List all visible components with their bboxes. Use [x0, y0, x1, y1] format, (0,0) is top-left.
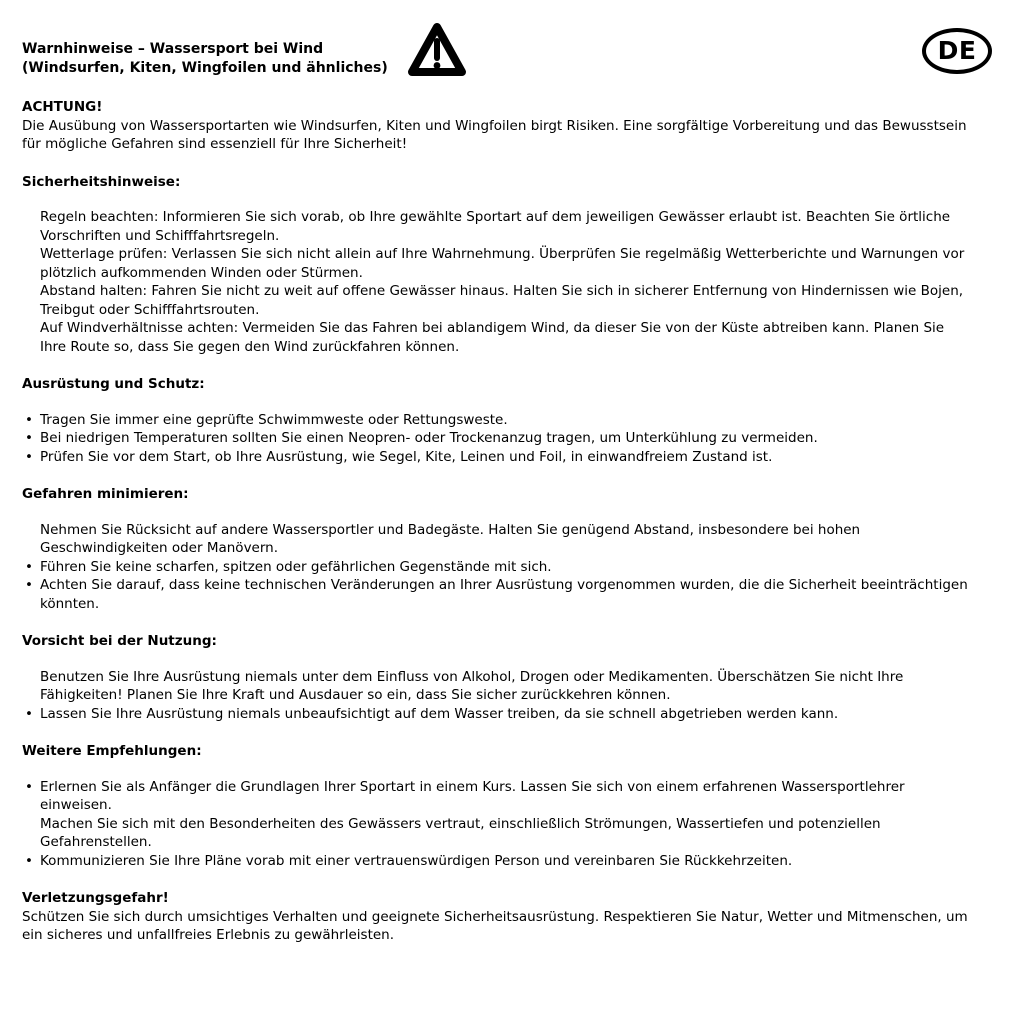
list-item-text: Auf Windverhältnisse achten: Vermeiden Sie das Fahren bei ablandigem Wind, da dieser Sie von der Küste abtreiben kann. Planen Sie Ihre Route so, dass Sie gegen den Wind zurückfahren können.: [40, 320, 945, 355]
document-title: [22, 40, 402, 77]
list-item: [22, 558, 970, 577]
list-item-text: Kommunizieren Sie Ihre Pläne vorab mit einer vertrauenswürdigen Person und vereinbaren Sie Rückkehrzeiten.: [40, 852, 793, 869]
bullet-marker: •: [25, 411, 33, 428]
document-header: [22, 0, 977, 82]
document-title-line2: (Windsurfen, Kiten, Wingfoilen und ähnliches): [22, 59, 388, 76]
list-item-text: Benutzen Sie Ihre Ausrüstung niemals unter dem Einfluss von Alkohol, Drogen oder Medikamenten. Überschätzen Sie nicht Ihre Fähigkeiten! Planen Sie Ihre Kraft und Ausdauer so ein, dass Sie sicher zurückkehren können.: [40, 668, 904, 703]
list-item: [22, 245, 970, 282]
list-item-text: Machen Sie sich mit den Besonderheiten des Gewässers vertraut, einschließlich Strömungen, Wassertiefen und potenziellen Gefahrenstellen.: [40, 815, 881, 850]
list-item: [22, 668, 970, 705]
section-paragraph: Schützen Sie sich durch umsichtiges Verhalten und geeignete Sicherheitsausrüstung. Respektieren Sie Natur, Wetter und Mitmenschen, um ein sicheres und unfallfreies Erlebnis zu gewährleisten.: [22, 908, 968, 943]
list-item-text: Regeln beachten: Informieren Sie sich vorab, ob Ihre gewählte Sportart auf dem jeweiligen Gewässer erlaubt ist. Beachten Sie örtliche Vorschriften und Schifffahrtsregeln.: [40, 209, 951, 244]
section-weitere-empfehlungen: [22, 742, 970, 870]
language-badge: [922, 28, 992, 74]
section-heading: ACHTUNG!: [22, 99, 103, 115]
list-item: [22, 852, 970, 871]
bullet-marker: •: [25, 778, 33, 795]
list-item: [22, 778, 970, 815]
bullet-marker: •: [25, 558, 33, 575]
list-item: [22, 521, 970, 558]
list-item-text: Lassen Sie Ihre Ausrüstung niemals unbeaufsichtigt auf dem Wasser treiben, da sie schnell abgetrieben werden kann.: [40, 705, 839, 722]
list-item: [22, 576, 970, 613]
list-item: [22, 208, 970, 245]
list-item-text: Nehmen Sie Rücksicht auf andere Wassersportler und Badegäste. Halten Sie genügend Abstand, insbesondere bei hohen Geschwindigkeiten oder Manövern.: [40, 521, 861, 556]
list-item: [22, 319, 970, 356]
section-vorsicht-bei-der-nutzung: [22, 632, 970, 723]
list-item-text: Erlernen Sie als Anfänger die Grundlagen Ihrer Sportart in einem Kurs. Lassen Sie sich von einem erfahrenen Wassersportlehrer einweisen.: [40, 778, 905, 813]
warning-triangle-icon: [406, 20, 468, 80]
language-badge-text: DE: [937, 35, 977, 65]
bullet-marker: •: [25, 448, 33, 465]
list-item-text: Achten Sie darauf, dass keine technischen Veränderungen an Ihrer Ausrüstung vorgenommen wurden, die die Sicherheit beeinträchtigen könnten.: [40, 577, 968, 612]
list-item-text: Bei niedrigen Temperaturen sollten Sie einen Neopren- oder Trockenanzug tragen, um Unterkühlung zu vermeiden.: [40, 430, 818, 446]
list: [22, 668, 970, 724]
list: [22, 208, 970, 356]
list-item-text: Wetterlage prüfen: Verlassen Sie sich nicht allein auf Ihre Wahrnehmung. Überprüfen Sie regelmäßig Wetterberichte und Warnungen vor plötzlich aufkommenden Winden oder Stürmen.: [40, 246, 965, 281]
section-heading: Sicherheitshinweise:: [22, 173, 181, 190]
list-item: [22, 815, 970, 852]
list-item-text: Abstand halten: Fahren Sie nicht zu weit auf offene Gewässer hinaus. Halten Sie sich in sicherer Entfernung von Hindernissen wie Bojen, Treibgut oder Schifffahrtsrouten.: [40, 283, 964, 318]
section-paragraph: Die Ausübung von Wassersportarten wie Windsurfen, Kiten und Wingfoilen birgt Risiken. Eine sorgfältige Vorbereitung und das Bewusstsein für mögliche Gefahren sind essenziell für Ihre Sicherheit!: [22, 117, 967, 152]
section-achtung: [22, 98, 970, 154]
section-heading: Gefahren minimieren:: [22, 486, 189, 502]
list-item-text: Prüfen Sie vor dem Start, ob Ihre Ausrüstung, wie Segel, Kite, Leinen und Foil, in einwandfreiem Zustand ist.: [40, 448, 773, 465]
section-heading: Weitere Empfehlungen:: [22, 743, 202, 759]
list: [22, 778, 970, 871]
list-item: [22, 282, 970, 319]
list: [22, 521, 970, 614]
section-heading: Ausrüstung und Schutz:: [22, 376, 205, 392]
section-gefahren-minimieren: [22, 485, 970, 613]
list-item-text: Führen Sie keine scharfen, spitzen oder gefährlichen Gegenstände mit sich.: [40, 558, 552, 575]
section-verletzungsgefahr: [22, 889, 970, 945]
list-item: [22, 448, 970, 467]
list: [22, 411, 970, 467]
list-item: [22, 411, 970, 430]
section-heading: Vorsicht bei der Nutzung:: [22, 633, 217, 649]
list-item: [22, 429, 970, 448]
section-ausruestung-und-schutz: [22, 375, 970, 466]
section-heading: Verletzungsgefahr!: [22, 890, 169, 906]
bullet-marker: •: [25, 705, 33, 722]
section-sicherheitshinweise: [22, 173, 970, 357]
bullet-marker: •: [25, 852, 33, 869]
document-content: [22, 82, 970, 945]
list-item: [22, 705, 970, 724]
document-title-line1: Warnhinweise – Wassersport bei Wind: [22, 41, 324, 57]
bullet-marker: •: [25, 577, 33, 593]
list-item-text: Tragen Sie immer eine geprüfte Schwimmweste oder Rettungsweste.: [40, 411, 508, 428]
bullet-marker: •: [25, 430, 33, 446]
